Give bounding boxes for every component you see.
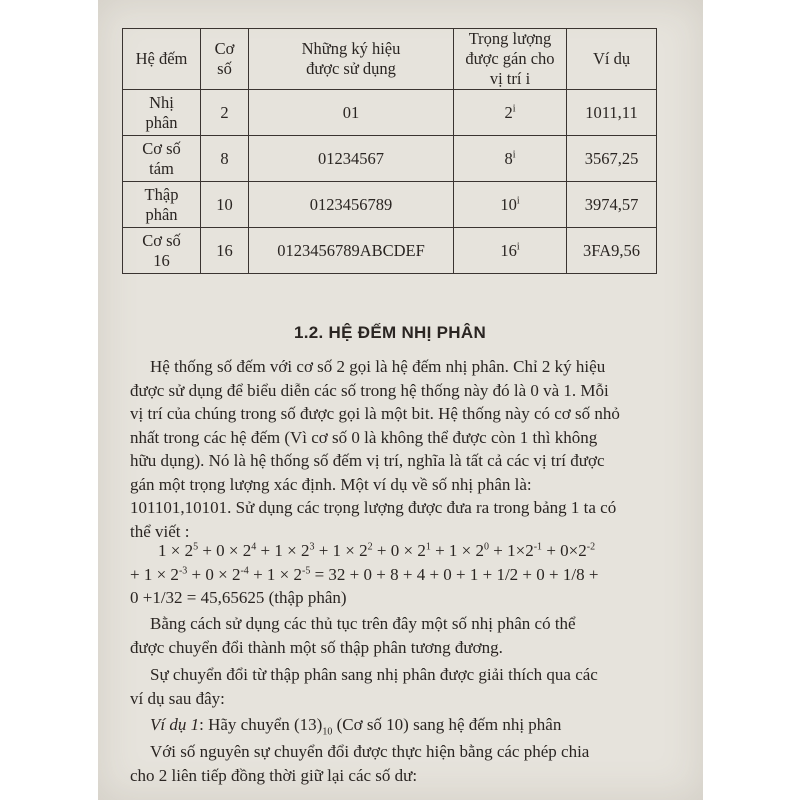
example-cell: 3974,57	[567, 182, 657, 228]
formula-line: 0 +1/32 = 45,65625 (thập phân)	[130, 588, 347, 607]
formula-line: $1 \times 2^5 + 0 \times 2^4 + 1 \times 2^3 + 1 \times 2^2 + 0 \times 2^1 + 1 \times 2^0 + 1\times 2^{-1} + 0\times 2^{-2}$	[158, 541, 596, 560]
weight-cell: 2$^i$	[454, 90, 567, 136]
symbols-cell: 01	[249, 90, 454, 136]
base-cell: 10	[201, 182, 249, 228]
paragraph-conversion-method: Bằng cách sử dụng các thủ tục trên đây một số nhị phân có thể được chuyển đổi thành một số thập phân tương đương.	[130, 614, 576, 657]
table-row	[123, 136, 657, 182]
base-cell: 16	[201, 228, 249, 274]
symbols-cell: 0123456789	[249, 182, 454, 228]
base-cell: 2	[201, 90, 249, 136]
binary-expansion-formula	[130, 539, 655, 610]
paragraph-integer-division: Với số nguyên sự chuyển đổi được thực hiện bằng các phép chia cho 2 liên tiếp đồng thời giữ lại các số dư:	[130, 742, 590, 785]
example-1: Ví dụ 1: Hãy chuyển $(13)_{10}$ (Cơ số 10) sang hệ đếm nhị phân	[150, 715, 562, 738]
header-cell: Cơ số	[201, 29, 249, 90]
table-row	[123, 182, 657, 228]
weight-cell: 8$^i$	[454, 136, 567, 182]
number-systems-table	[122, 28, 657, 274]
example-cell: 3FA9,56	[567, 228, 657, 274]
table-row	[123, 228, 657, 274]
system-name-cell: Cơ số tám	[123, 136, 201, 182]
system-name-cell: Cơ số 16	[123, 228, 201, 274]
base-cell: 8	[201, 136, 249, 182]
section-heading: 1.2. HỆ ĐẾM NHỊ PHÂN	[293, 323, 487, 342]
header-cell: Những ký hiệu được sử dụng	[249, 29, 454, 90]
weight-cell: 16$^i$	[454, 228, 567, 274]
symbols-cell: 0123456789ABCDEF	[249, 228, 454, 274]
symbols-cell: 01234567	[249, 136, 454, 182]
table-header-row	[123, 29, 657, 90]
paragraph-decimal-to-binary: Sự chuyển đổi từ thập phân sang nhị phân được giải thích qua các ví dụ sau đây:	[130, 665, 598, 708]
system-name-cell: Thập phân	[123, 182, 201, 228]
paragraph-binary-intro: Hệ thống số đếm với cơ số 2 gọi là hệ đếm nhị phân. Chỉ 2 ký hiệu được sử dụng để biểu diễn các số trong hệ thống này đó là 0 và 1. Mỗi vị trí của chúng trong số được gọi là một bit. Hệ thống này có cơ số nhỏ nhất trong các hệ đếm (Vì cơ số 0 là không thể được còn 1 thì không hữu dụng). Nó là hệ thống số đếm vị trí, nghĩa là tất cả các vị trí được gán một trọng lượng xác định. Một ví dụ về số nhị phân là: 101101,10101. Sử dụng các trọng lượng được đưa ra trong bảng 1 ta có thể viết :	[130, 357, 620, 541]
weight-cell: 10$^i$	[454, 182, 567, 228]
table-row	[123, 90, 657, 136]
header-cell: Hệ đếm	[123, 29, 201, 90]
example-label: Ví dụ 1	[150, 715, 200, 734]
header-cell: Ví dụ	[567, 29, 657, 90]
header-cell: Trọng lượng được gán cho vị trí i	[454, 29, 567, 90]
system-name-cell: Nhị phân	[123, 90, 201, 136]
example-cell: 1011,11	[567, 90, 657, 136]
formula-line: + $1 \times 2^{-3} + 0 \times 2^{-4} + 1 \times 2^{-5} = 32 + 0 + 8 + 4 + 0 + 1 + 1/2 + 0 + 1/8$ +	[130, 564, 599, 584]
example-cell: 3567,25	[567, 136, 657, 182]
